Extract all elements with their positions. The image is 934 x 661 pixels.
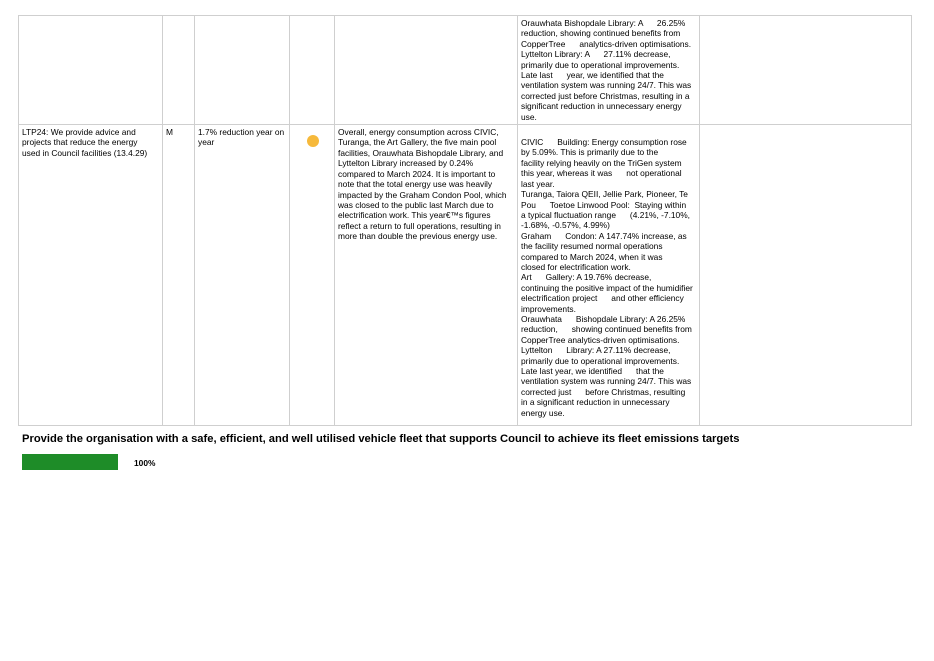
measure-line: used in Council facilities (13.4.29) [22,147,148,158]
target-cell [195,16,290,125]
summary-line: Overall, energy consumption across CIVIC, [338,127,499,138]
detail-line: Late last year, we identified that the [521,70,664,81]
detail-line: in a significant reduction in unnecessary [521,397,670,408]
detail-line: Late last year, we identified that the [521,366,664,376]
summary-line: was closed to the public last March due to [338,199,494,210]
detail-line: last year. [521,178,555,189]
detail-line: continuing the positive impact of the humidifier [521,282,693,293]
level-cell [163,125,195,426]
detail-line: Pou Toetoe Linwood Pool: Staying within [521,199,687,210]
summary-line: electrification work. This year€™s figures [338,210,491,221]
detail-line: CIVIC Building: Energy consumption rose [521,137,687,148]
table-row-continued [19,16,912,125]
detail-line: reduction, showing continued benefits from [521,324,692,335]
summary-line: impacted by the Graham Condon Pool, which [338,189,507,200]
summary-line: note that the total energy use was heavily [338,179,493,190]
detail-line: the facility resumed normal operations [521,241,663,252]
detail-line: ventilation system was running 24/7. This was [521,376,692,387]
detail-line: use. [521,111,537,122]
detail-line: ventilation system was running 24/7. This was [521,80,692,91]
level-cell [163,16,195,125]
summary-cell [335,125,518,426]
summary-cell [335,16,518,125]
status-dot-icon [307,135,319,147]
detail-line: reduction, showing continued benefits from [521,28,681,39]
progress-bar [22,454,118,470]
level-value: M [166,127,173,138]
target-line: year [198,137,215,148]
summary-line: more than double the previous energy use. [338,231,498,242]
progress-label: 100% [134,458,156,468]
detail-line: Graham Condon: A 147.74% increase, as [521,230,687,241]
target-cell [195,125,290,426]
activity-table [18,15,912,426]
detail-line: improvements. [521,303,576,314]
detail-line: significant reduction in unnecessary energy [521,101,682,112]
detail-line: closed for electrification work. [521,261,631,272]
summary-line: facilities, Orauwhata Bishopdale Library, and [338,147,504,158]
summary-line: Lyttelton Library increased by 0.24% [338,158,474,169]
summary-line: Turanga, the Art Gallery, the five main pool [338,137,497,148]
target-line: 1.7% reduction year on [198,127,285,138]
status-cell [290,125,335,426]
detail-cell [518,16,700,125]
section-title: Provide the organisation with a safe, efficient, and well utilised vehicle fleet that supports Council to achieve its fleet emissions targets [22,433,740,445]
detail-line: Lyttelton Library: A 27.11% decrease, [521,345,671,356]
measure-cell [19,16,163,125]
detail-line: a typical fluctuation range (4.21%, -7.10%, [521,209,690,220]
detail-cell [518,125,700,426]
summary-line: reflect a return to full operations, resulting in [338,220,501,231]
detail-line: compared to March 2024, when it was [521,251,663,262]
detail-line: by 5.09%. This is primarily due to the [521,147,659,158]
detail-line: electrification project and other efficiency [521,293,684,304]
detail-line: corrected just before Christmas, resulting in a [521,90,690,101]
detail-line: CopperTree analytics-driven optimisations. [521,334,680,345]
summary-line: compared to March 2024. It is important to [338,168,496,179]
empty-cell [700,16,912,125]
measure-cell [19,125,163,426]
empty-cell [700,125,912,426]
detail-line: -1.68%, -0.57%, 4.99%) [521,220,610,231]
detail-line: Turanga, Taiora QEII, Jellie Park, Pioneer, Te [521,189,688,200]
detail-line: CopperTree analytics-driven optimisations. [521,38,692,49]
detail-line: Orauwhata Bishopdale Library: A 26.25% [521,313,686,324]
detail-line: Art Gallery: A 19.76% decrease, [521,272,652,283]
detail-line: primarily due to operational improvements. [521,59,680,70]
table-row-energy [19,125,912,426]
detail-line: Lyttelton Library: A 27.11% decrease, [521,49,671,60]
detail-line: primarily due to operational improvements. [521,355,680,366]
detail-line: this year, whereas it was not operational [521,168,682,179]
detail-line: energy use. [521,407,565,418]
measure-line: projects that reduce the energy [22,137,138,148]
status-cell [290,16,335,125]
detail-line: Orauwhata Bishopdale Library: A 26.25% [521,18,686,28]
progress-fill [22,454,118,470]
detail-line: facility relying heavily on the TriGen system [521,157,682,168]
measure-line: LTP24: We provide advice and [22,127,136,138]
detail-line: corrected just before Christmas, resulting [521,386,686,397]
